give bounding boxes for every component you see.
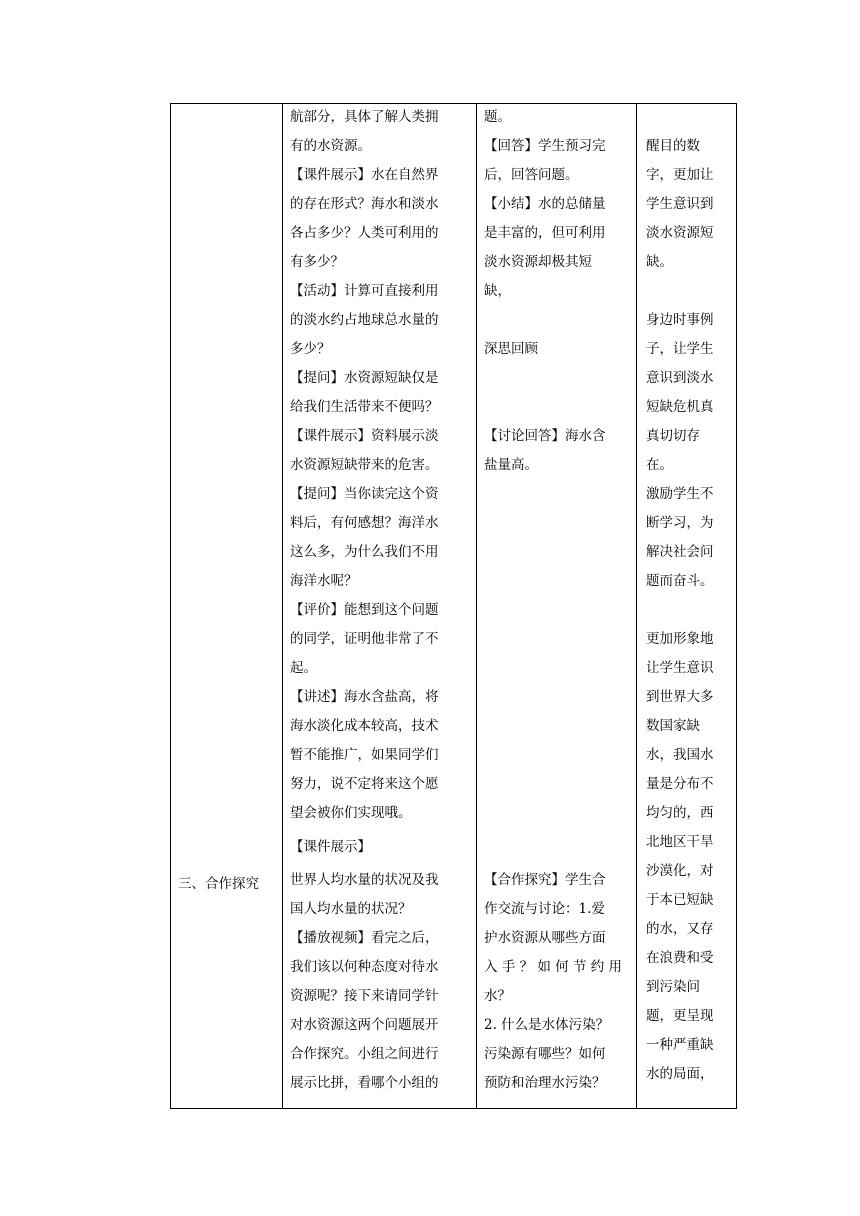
- teacher-text-line: 料后，有何感想？海洋水: [290, 515, 439, 531]
- teacher-text-line: 对水资源这两个问题展开: [290, 1017, 439, 1033]
- teacher-text-line: 【活动】计算可直接利用: [290, 283, 439, 299]
- teacher-text-line: 海洋水呢？: [290, 573, 358, 589]
- student-text-line: 是丰富的，但可利用: [484, 225, 606, 241]
- design-intent-cell: [637, 104, 737, 1108]
- teacher-text-line: 给我们生活带来不便吗？: [290, 399, 439, 415]
- intent-text-line: 醒目的数: [646, 138, 700, 154]
- teacher-activity-cell: [283, 104, 477, 1108]
- student-text-line: 【讨论回答】海水含: [484, 428, 606, 444]
- stage-cell: [171, 104, 283, 1108]
- teacher-text-line: 暂不能推广，如果同学们: [290, 747, 439, 763]
- student-text-line: 【小结】水的总储量: [484, 196, 606, 212]
- student-text-line: 【回答】学生预习完: [484, 138, 606, 154]
- teacher-text-line: 【课件展示】: [290, 839, 371, 855]
- teacher-text-line: 【讲述】海水含盐高，将: [290, 689, 439, 705]
- intent-text-line: 在浪费和受: [646, 950, 714, 966]
- teacher-text-line: 多少？: [290, 341, 331, 357]
- student-text-line: 水？: [484, 988, 511, 1004]
- student-text-line: 题。: [484, 109, 511, 125]
- student-text-line: 2. 什么是水体污染？: [484, 1017, 610, 1033]
- teacher-text-line: 努力，说不定将来这个愿: [290, 776, 439, 792]
- teacher-text-line: 有的水资源。: [290, 138, 371, 154]
- student-text-line: 【合作探究】学生合: [484, 872, 606, 888]
- intent-text-line: 意识到淡水: [646, 370, 714, 386]
- intent-text-line: 数国家缺: [646, 718, 700, 734]
- student-text-line: 深思回顾: [484, 341, 538, 357]
- intent-text-line: 均匀的，西: [646, 805, 714, 821]
- student-text-line: 淡水资源却极其短: [484, 254, 592, 270]
- intent-text-line: 北地区干旱: [646, 834, 714, 850]
- student-text-line: 后，回答问题。: [484, 167, 579, 183]
- intent-text-line: 子，让学生: [646, 341, 714, 357]
- teacher-text-line: 起。: [290, 660, 317, 676]
- intent-text-line: 身边时事例: [646, 312, 714, 328]
- intent-text-line: 短缺危机真: [646, 399, 714, 415]
- teacher-text-line: 航部分，具体了解人类拥: [290, 109, 439, 125]
- intent-text-line: 学生意识到: [646, 196, 714, 212]
- student-text-line: 作交流与讨论：1.爱: [484, 901, 605, 917]
- intent-text-line: 真切切存: [646, 428, 700, 444]
- intent-text-line: 字，更加让: [646, 167, 714, 183]
- teacher-text-line: 世界人均水量的状况及我: [290, 872, 439, 888]
- intent-text-line: 沙漠化，对: [646, 863, 714, 879]
- student-text-line: 护水资源从哪些方面: [484, 930, 606, 946]
- teacher-text-line: 【播放视频】看完之后，: [290, 930, 439, 946]
- teacher-text-line: 【提问】水资源短缺仅是: [290, 370, 439, 386]
- lesson-plan-table: [170, 103, 737, 1109]
- intent-text-line: 解决社会问: [646, 544, 714, 560]
- intent-text-line: 更加形象地: [646, 631, 714, 647]
- intent-text-line: 到污染问: [646, 979, 700, 995]
- intent-text-line: 到世界大多: [646, 689, 714, 705]
- intent-text-line: 在。: [646, 457, 673, 473]
- teacher-text-line: 的淡水约占地球总水量的: [290, 312, 439, 328]
- intent-text-line: 让学生意识: [646, 660, 714, 676]
- teacher-text-line: 【提问】当你读完这个资: [290, 486, 439, 502]
- intent-text-line: 题而奋斗。: [646, 573, 714, 589]
- intent-text-line: 于本已短缺: [646, 892, 714, 908]
- teacher-text-line: 各占多少？人类可利用的: [290, 225, 439, 241]
- student-text-line: 预防和治理水污染？: [484, 1075, 606, 1091]
- teacher-text-line: 国人均水量的状况？: [290, 901, 412, 917]
- student-text-line: 盐量高。: [484, 457, 538, 473]
- intent-text-line: 一种严重缺: [646, 1037, 714, 1053]
- teacher-text-line: 的存在形式？海水和淡水: [290, 196, 439, 212]
- teacher-text-line: 望会被你们实现哦。: [290, 805, 412, 821]
- intent-text-line: 激励学生不: [646, 486, 714, 502]
- student-text-line: 缺，: [484, 283, 511, 299]
- teacher-text-line: 【课件展示】水在自然界: [290, 167, 439, 183]
- intent-text-line: 淡水资源短: [646, 225, 714, 241]
- teacher-text-line: 【课件展示】资料展示淡: [290, 428, 439, 444]
- teacher-text-line: 我们该以何种态度对待水: [290, 959, 439, 975]
- intent-text-line: 水的局面，: [646, 1066, 714, 1082]
- teacher-text-line: 的同学，证明他非常了不: [290, 631, 439, 647]
- intent-text-line: 的水，又存: [646, 921, 714, 937]
- student-text-line: 入 手 ？ 如 何 节 约 用: [484, 959, 623, 975]
- intent-text-line: 断学习，为: [646, 515, 714, 531]
- intent-text-line: 量是分布不: [646, 776, 714, 792]
- teacher-text-line: 资源呢？接下来请同学针: [290, 988, 439, 1004]
- teacher-text-line: 水资源短缺带来的危害。: [290, 457, 439, 473]
- teacher-text-line: 合作探究。小组之间进行: [290, 1046, 439, 1062]
- intent-text-line: 题，更呈现: [646, 1008, 714, 1024]
- student-text-line: 污染源有哪些？如何: [484, 1046, 606, 1062]
- teacher-text-line: 展示比拼，看哪个小组的: [290, 1075, 439, 1091]
- student-activity-cell: [477, 104, 637, 1108]
- teacher-text-line: 海水淡化成本较高，技术: [290, 718, 439, 734]
- intent-text-line: 缺。: [646, 254, 673, 270]
- stage-label: 三、合作探究: [178, 876, 259, 892]
- teacher-text-line: 【评价】能想到这个问题: [290, 602, 439, 618]
- teacher-text-line: 这么多，为什么我们不用: [290, 544, 439, 560]
- intent-text-line: 水，我国水: [646, 747, 714, 763]
- teacher-text-line: 有多少？: [290, 254, 344, 270]
